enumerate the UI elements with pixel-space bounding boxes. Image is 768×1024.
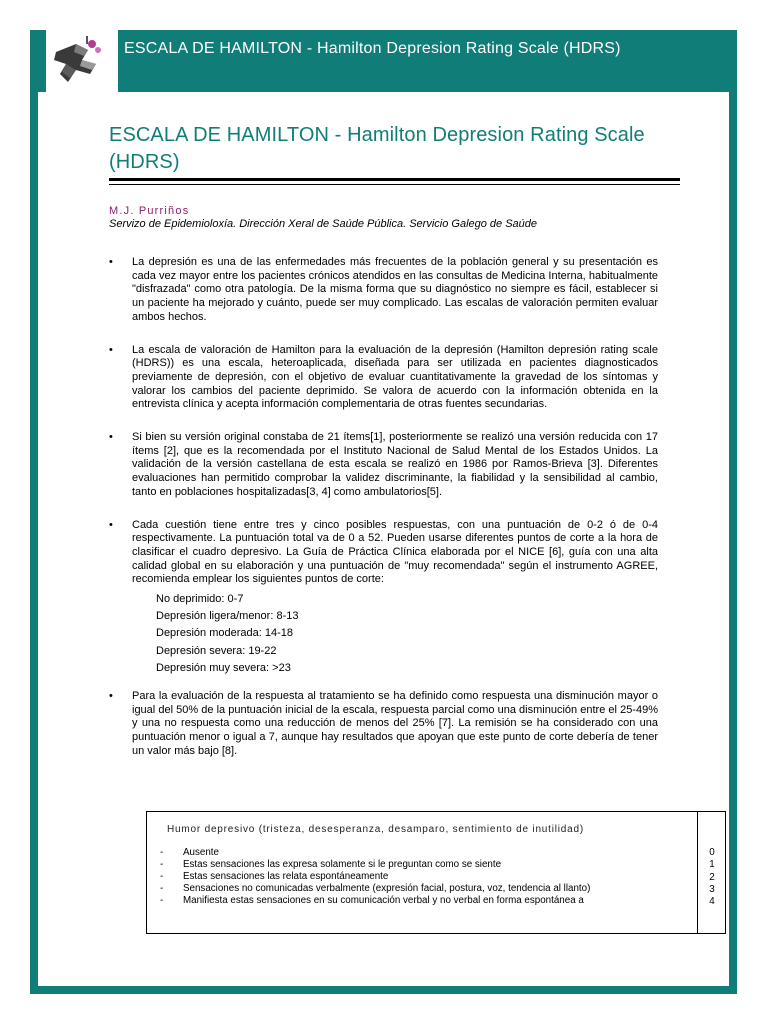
bullet-dot: • (109, 431, 113, 444)
score-value: 0 (709, 847, 715, 858)
answer-options (157, 847, 637, 907)
option-text: Estas sensaciones las relata espontáneamente (183, 871, 389, 882)
bullet-item (109, 690, 658, 759)
bullet-list (109, 256, 658, 759)
option-dash: - (160, 859, 164, 870)
option-text: Estas sensaciones las expresa solamente si le preguntan como se siente (183, 859, 502, 870)
bullet-item (109, 344, 658, 413)
score-value: 4 (709, 896, 715, 908)
option-text: Sensaciones no comunicadas verbalmente (expresión facial, postura, voz, tendencia al llanto) (183, 883, 591, 894)
score-values (702, 847, 722, 908)
cutoff-item: Depresión ligera/menor: 8-13 (156, 610, 299, 623)
author-affiliation: Servizo de Epidemioloxía. Dirección Xeral de Saúde Pública. Servicio Galego de Saúde (109, 218, 538, 230)
bullet-dot: • (109, 518, 113, 531)
score-value: 2 (709, 871, 715, 883)
item-title: Humor depresivo (tristeza, desesperanza, desamparo, sentimiento de inutilidad) (167, 824, 585, 835)
logo-image (46, 30, 118, 94)
answer-option (157, 859, 637, 871)
option-dash: - (160, 847, 164, 858)
answer-option (157, 871, 637, 883)
cutoff-list (156, 591, 658, 677)
option-text: Manifiesta estas sensaciones en su comunicación verbal y no verbal en forma espontánea a (183, 895, 584, 906)
bullet-item (109, 519, 658, 678)
page-title: ESCALA DE HAMILTON - Hamilton Depresion Rating Scale (HDRS) (109, 124, 645, 173)
title-rule-thick (109, 178, 680, 181)
bullet-dot: • (109, 343, 113, 356)
bullet-text: La escala de valoración de Hamilton para la evaluación de la depresión (Hamilton depresión rating scale (HDRS)) es una escala, heteroaplicada, diseñada para ser utilizada en pacientes diagnosticados previamente de depresión, con el objetivo de evaluar cuantitativamente la gravedad de los síntomas y valorar los cambios del paciente deprimido. Se valora de acuerdo con la información obtenida en la entrevista clínica y acepta información complementaria de otras fuentes secundarias. (132, 343, 658, 411)
hamilton-item-table (146, 811, 726, 934)
option-text: Ausente (183, 847, 219, 858)
title-rule-thin (109, 184, 680, 185)
cutoff-item: Depresión moderada: 14-18 (156, 627, 293, 640)
bullet-dot: • (109, 256, 113, 268)
score-column-divider (697, 812, 698, 933)
cutoff-item: Depresión severa: 19-22 (156, 644, 277, 657)
bullet-text: La depresión es una de las enfermedades más frecuentes de la población general y su presentación es cada vez mayor entre los pacientes crónicos atendidos en las consultas de Medicina Interna, habitualmente "disfrazada" como otra patología. De la misma forma que su diagnóstico no siempre es fácil, establecer si un paciente ha mejorado y cuánto, puede ser muy complicado. Las escalas de valoración permiten evaluar ambos hechos. (132, 256, 658, 323)
option-dash: - (160, 895, 164, 906)
score-value: 3 (709, 883, 715, 895)
header-title: ESCALA DE HAMILTON - Hamilton Depresion Rating Scale (HDRS) (124, 40, 621, 57)
bullet-text: Si bien su versión original constaba de 21 ítems[1], posteriormente se realizó una versión reducida con 17 ítems [2], que es la recomendada por el Instituto Nacional de Salud Mental de los Estados Unidos. La validación de la versión castellana de esta escala se realizó en 1986 por Ramos-Brieva [3]. Diferentes evaluaciones han permitido comprobar la validez discriminante, la fiabilidad y la sensibilidad al cambio, tanto en poblaciones hospitalizadas[3, 4] como ambulatorios[5]. (132, 431, 658, 498)
answer-option (157, 883, 637, 895)
bullet-item (109, 256, 658, 325)
bullet-text: Para la evaluación de la respuesta al tratamiento se ha definido como respuesta una disminución mayor o igual del 50% de la puntuación inicial de la escala, respuesta parcial como una disminución entre el 25-49% y una no respuesta como una reducción de menos del 25% [7]. La remisión se ha considerado con una puntuación menor o igual a 7, aunque hay resultados que apoyan que este punto de corte debería de tener un valor más bajo [8]. (132, 690, 658, 757)
answer-option (157, 895, 637, 907)
cutoff-item: No deprimido: 0-7 (156, 593, 244, 606)
option-dash: - (160, 871, 164, 882)
bullet-dot: • (109, 690, 113, 703)
answer-option (157, 847, 637, 859)
score-value: 1 (709, 859, 715, 871)
bullet-item (109, 431, 658, 500)
bullet-text: Cada cuestión tiene entre tres y cinco posibles respuestas, con una puntuación de 0-2 ó de 0-4 respectivamente. La puntuación total va de 0 a 52. Pueden usarse diferentes puntos de corte a la hora de clasificar el cuadro depresivo. La Guía de Práctica Clínica elaborada por el NICE [6], guía con una alta calidad global en su elaboración y una puntuación de "muy recomendada" según el instrumento AGREE, recomienda emplear los siguientes puntos de corte: (132, 518, 658, 586)
cutoff-item: Depresión muy severa: >23 (156, 661, 291, 674)
author-name: M.J. Purriños (109, 205, 190, 217)
option-dash: - (160, 883, 164, 894)
